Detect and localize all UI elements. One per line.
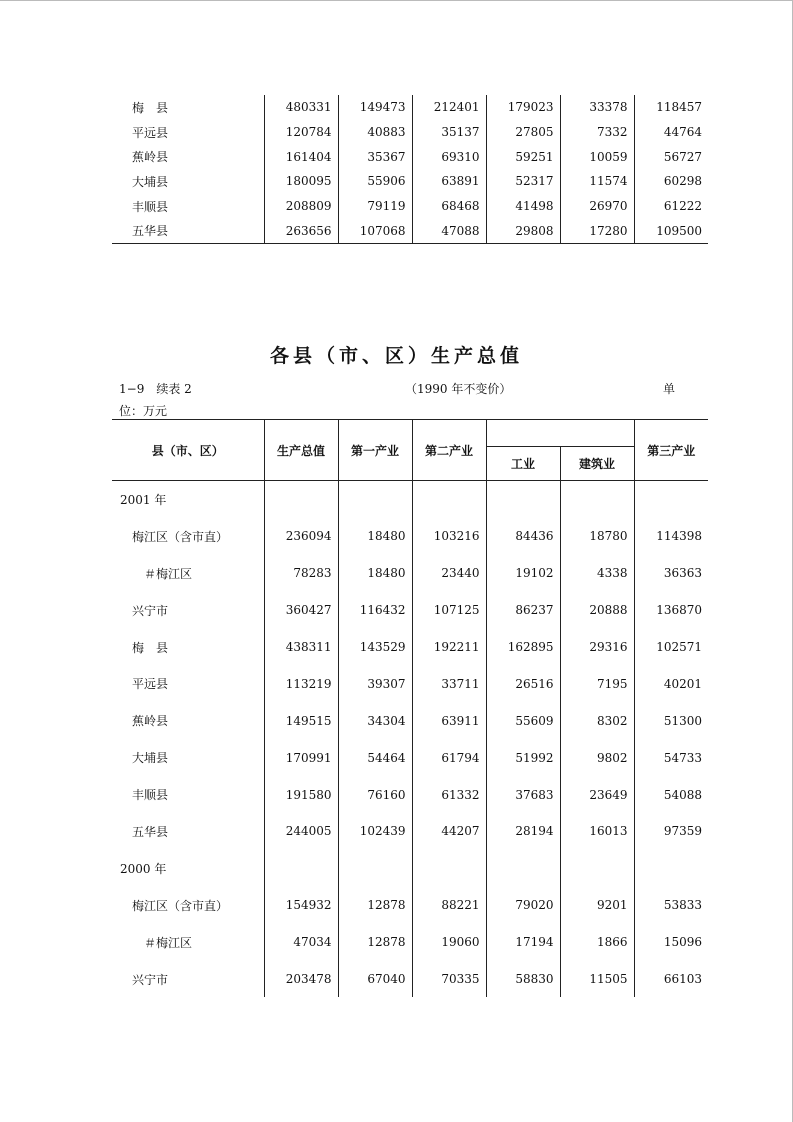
cell-value: 18480 xyxy=(338,518,412,555)
row-label: 兴宁市 xyxy=(132,972,169,987)
cell-value: 20888 xyxy=(560,592,634,629)
cell-value: 29808 xyxy=(486,218,560,243)
cell-value: 17194 xyxy=(486,924,560,961)
cell-value: 35137 xyxy=(412,120,486,145)
cell-value: 9201 xyxy=(560,887,634,924)
cell-value: 180095 xyxy=(264,169,338,194)
cell-empty xyxy=(560,481,634,518)
cell-value: 18480 xyxy=(338,555,412,592)
cell-value: 7332 xyxy=(560,120,634,145)
cell-value: 56727 xyxy=(634,144,708,169)
cell-empty xyxy=(264,481,338,518)
cell-empty xyxy=(264,850,338,887)
cell-value: 161404 xyxy=(264,144,338,169)
cell-value: 69310 xyxy=(412,144,486,169)
row-label: 蕉岭县 xyxy=(132,714,169,729)
cell-value: 61222 xyxy=(634,194,708,219)
cell-value: 18780 xyxy=(560,518,634,555)
cell-value: 7195 xyxy=(560,665,634,702)
table-row xyxy=(112,120,708,145)
row-label: ＃梅江区 xyxy=(144,566,193,581)
cell-value: 480331 xyxy=(264,95,338,120)
row-label: 五华县 xyxy=(132,824,169,839)
table-row xyxy=(112,887,708,924)
cell-value: 63891 xyxy=(412,169,486,194)
cell-value: 29316 xyxy=(560,629,634,666)
header-county: 县（市、区） xyxy=(112,420,264,481)
page-edge-top xyxy=(0,0,793,1)
cell-value: 47088 xyxy=(412,218,486,243)
cell-value: 244005 xyxy=(264,813,338,850)
cell-value: 12878 xyxy=(338,924,412,961)
row-label: 五华县 xyxy=(132,224,169,239)
cell-value: 16013 xyxy=(560,813,634,850)
cell-empty xyxy=(486,481,560,518)
cell-value: 41498 xyxy=(486,194,560,219)
cell-value: 118457 xyxy=(634,95,708,120)
table-row xyxy=(112,629,708,666)
cell-value: 51300 xyxy=(634,702,708,739)
cell-value: 79020 xyxy=(486,887,560,924)
cell-value: 54733 xyxy=(634,739,708,776)
cell-value: 360427 xyxy=(264,592,338,629)
cell-value: 149473 xyxy=(338,95,412,120)
cell-value: 212401 xyxy=(412,95,486,120)
price-note: （1990 年不变价） xyxy=(405,382,512,396)
table-row xyxy=(112,739,708,776)
table-row xyxy=(112,169,708,194)
cell-value: 179023 xyxy=(486,95,560,120)
cell-value: 19060 xyxy=(412,924,486,961)
table-row xyxy=(112,776,708,813)
year-row xyxy=(112,481,708,518)
header-gdp: 生产总值 xyxy=(264,420,338,481)
cell-value: 154932 xyxy=(264,887,338,924)
cell-value: 11505 xyxy=(560,961,634,998)
cell-value: 36363 xyxy=(634,555,708,592)
cell-value: 27805 xyxy=(486,120,560,145)
cell-value: 107068 xyxy=(338,218,412,243)
table-row xyxy=(112,194,708,219)
cell-empty xyxy=(560,850,634,887)
cell-value: 59251 xyxy=(486,144,560,169)
cell-value: 263656 xyxy=(264,218,338,243)
row-label: 梅 县 xyxy=(132,100,169,115)
cell-value: 55906 xyxy=(338,169,412,194)
cell-value: 1866 xyxy=(560,924,634,961)
cell-value: 35367 xyxy=(338,144,412,169)
cell-value: 26516 xyxy=(486,665,560,702)
cell-value: 39307 xyxy=(338,665,412,702)
cell-value: 136870 xyxy=(634,592,708,629)
cell-value: 120784 xyxy=(264,120,338,145)
cell-value: 10059 xyxy=(560,144,634,169)
row-label: 蕉岭县 xyxy=(132,150,169,165)
cell-value: 67040 xyxy=(338,961,412,998)
cell-value: 28194 xyxy=(486,813,560,850)
cell-value: 78283 xyxy=(264,555,338,592)
cell-empty xyxy=(486,850,560,887)
cell-value: 61794 xyxy=(412,739,486,776)
row-label: 大埔县 xyxy=(132,174,169,189)
table-row xyxy=(112,218,708,243)
table-row xyxy=(112,95,708,120)
cell-value: 15096 xyxy=(634,924,708,961)
cell-empty xyxy=(338,481,412,518)
cell-value: 17280 xyxy=(560,218,634,243)
row-label: 平远县 xyxy=(132,677,169,692)
cell-value: 53833 xyxy=(634,887,708,924)
row-label: 兴宁市 xyxy=(132,603,169,618)
cell-value: 26970 xyxy=(560,194,634,219)
cell-value: 438311 xyxy=(264,629,338,666)
cell-value: 9802 xyxy=(560,739,634,776)
unit-label-part1: 单 xyxy=(663,382,676,396)
cell-value: 107125 xyxy=(412,592,486,629)
cell-value: 19102 xyxy=(486,555,560,592)
cell-value: 8302 xyxy=(560,702,634,739)
header-tertiary: 第三产业 xyxy=(634,420,708,481)
cell-value: 103216 xyxy=(412,518,486,555)
cell-value: 52317 xyxy=(486,169,560,194)
table-row xyxy=(112,665,708,702)
cell-value: 55609 xyxy=(486,702,560,739)
cell-value: 44207 xyxy=(412,813,486,850)
cell-value: 54088 xyxy=(634,776,708,813)
row-label: 梅 县 xyxy=(132,640,169,655)
cell-value: 143529 xyxy=(338,629,412,666)
cell-value: 208809 xyxy=(264,194,338,219)
cell-value: 84436 xyxy=(486,518,560,555)
cell-value: 116432 xyxy=(338,592,412,629)
cell-value: 40883 xyxy=(338,120,412,145)
cell-value: 23440 xyxy=(412,555,486,592)
cell-value: 114398 xyxy=(634,518,708,555)
year-row xyxy=(112,850,708,887)
cell-value: 79119 xyxy=(338,194,412,219)
row-label: 平远县 xyxy=(132,125,169,140)
row-label: 梅江区（含市直） xyxy=(132,529,229,544)
page-title: 各县（市、区）生产总值 xyxy=(269,345,523,367)
cell-value: 54464 xyxy=(338,739,412,776)
cell-value: 162895 xyxy=(486,629,560,666)
continued-table xyxy=(112,95,708,244)
cell-value: 4338 xyxy=(560,555,634,592)
cell-value: 44764 xyxy=(634,120,708,145)
cell-empty xyxy=(634,481,708,518)
cell-value: 68468 xyxy=(412,194,486,219)
cell-value: 33711 xyxy=(412,665,486,702)
cell-value: 12878 xyxy=(338,887,412,924)
cell-value: 191580 xyxy=(264,776,338,813)
cell-value: 76160 xyxy=(338,776,412,813)
cell-value: 66103 xyxy=(634,961,708,998)
header-secondary: 第二产业 xyxy=(412,420,486,481)
cell-value: 47034 xyxy=(264,924,338,961)
header-construction: 建筑业 xyxy=(560,447,634,481)
cell-value: 61332 xyxy=(412,776,486,813)
header-primary: 第一产业 xyxy=(338,420,412,481)
header-industry: 工业 xyxy=(486,447,560,481)
cell-value: 236094 xyxy=(264,518,338,555)
table-row xyxy=(112,518,708,555)
cell-value: 170991 xyxy=(264,739,338,776)
row-label: ＃梅江区 xyxy=(144,935,193,950)
cell-value: 34304 xyxy=(338,702,412,739)
table-row xyxy=(112,555,708,592)
row-label: 梅江区（含市直） xyxy=(132,898,229,913)
header-secondary-group xyxy=(486,420,634,447)
table-row xyxy=(112,813,708,850)
year-label: 2001 年 xyxy=(120,492,167,507)
table-row xyxy=(112,592,708,629)
cell-empty xyxy=(412,481,486,518)
cell-value: 51992 xyxy=(486,739,560,776)
cell-value: 63911 xyxy=(412,702,486,739)
cell-empty xyxy=(338,850,412,887)
table-row xyxy=(112,924,708,961)
cell-value: 203478 xyxy=(264,961,338,998)
year-label: 2000 年 xyxy=(120,861,167,876)
cell-value: 149515 xyxy=(264,702,338,739)
gdp-table xyxy=(112,419,708,997)
cell-value: 58830 xyxy=(486,961,560,998)
row-label: 丰顺县 xyxy=(132,788,169,803)
row-label: 大埔县 xyxy=(132,751,169,766)
cell-empty xyxy=(412,850,486,887)
table-row xyxy=(112,144,708,169)
cell-value: 102439 xyxy=(338,813,412,850)
table-number: 1−9 续表 2 xyxy=(119,382,192,396)
unit-label-part2: 位：万元 xyxy=(119,404,168,418)
cell-value: 40201 xyxy=(634,665,708,702)
table-row xyxy=(112,961,708,998)
cell-value: 60298 xyxy=(634,169,708,194)
table-row xyxy=(112,702,708,739)
cell-value: 33378 xyxy=(560,95,634,120)
cell-value: 113219 xyxy=(264,665,338,702)
cell-value: 37683 xyxy=(486,776,560,813)
cell-empty xyxy=(634,850,708,887)
cell-value: 70335 xyxy=(412,961,486,998)
cell-value: 192211 xyxy=(412,629,486,666)
cell-value: 86237 xyxy=(486,592,560,629)
cell-value: 109500 xyxy=(634,218,708,243)
cell-value: 97359 xyxy=(634,813,708,850)
row-label: 丰顺县 xyxy=(132,199,169,214)
cell-value: 23649 xyxy=(560,776,634,813)
cell-value: 102571 xyxy=(634,629,708,666)
cell-value: 88221 xyxy=(412,887,486,924)
cell-value: 11574 xyxy=(560,169,634,194)
